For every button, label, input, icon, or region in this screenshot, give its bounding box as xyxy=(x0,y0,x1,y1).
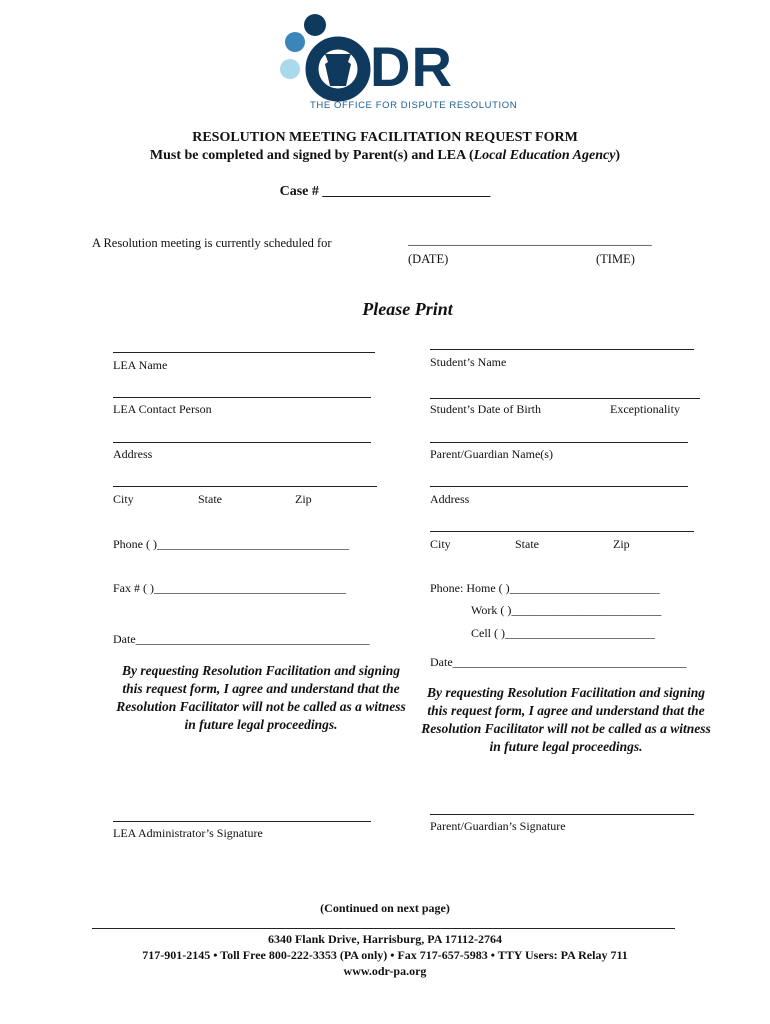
right-city-label: City xyxy=(430,537,451,551)
logo-tagline: THE OFFICE FOR DISPUTE RESOLUTION xyxy=(310,100,518,111)
left-address-label: Address xyxy=(113,447,153,461)
student-name-line[interactable] xyxy=(430,349,694,350)
footer-address: 6340 Flank Drive, Harrisburg, PA 17112-2764 xyxy=(267,932,503,946)
footer-website[interactable]: www.odr-pa.org xyxy=(343,964,427,978)
form-subtitle xyxy=(0,148,770,164)
left-statement: By requesting Resolution Facilitation and signing this request form, I agree and understand that the Resolution Facilitator will not be called as a witness in future legal proceedings. xyxy=(116,663,406,732)
right-statement: By requesting Resolution Facilitation and signing this request form, I agree and understand that the Resolution Facilitator will not be called as a witness in future legal proceedings. xyxy=(421,685,711,754)
student-dob-label: Student’s Date of Birth xyxy=(430,402,541,416)
lea-contact-label: LEA Contact Person xyxy=(113,402,212,416)
right-phone-home-field[interactable]: Phone: Home ( )_________________________ xyxy=(430,581,660,595)
student-dob-line[interactable] xyxy=(430,398,700,399)
right-state-label: State xyxy=(515,537,539,551)
left-date-field[interactable]: Date_______________________________________ xyxy=(113,632,370,646)
right-phone-work-field[interactable]: Work ( )_________________________ xyxy=(471,603,662,617)
odr-logo xyxy=(278,12,518,116)
continued-note: (Continued on next page) xyxy=(320,901,450,915)
student-name-label: Student’s Name xyxy=(430,355,507,369)
parent-signature-label: Parent/Guardian’s Signature xyxy=(430,819,566,833)
form-title: RESOLUTION MEETING FACILITATION REQUEST FORM xyxy=(192,130,578,145)
time-label: (TIME) xyxy=(596,252,635,266)
right-city-line[interactable] xyxy=(430,531,694,532)
schedule-date-time-line[interactable]: _______________________________________ xyxy=(408,233,652,247)
left-fax-field[interactable]: Fax # ( )________________________________ xyxy=(113,581,346,595)
footer-divider xyxy=(92,928,675,929)
parent-signature-line[interactable] xyxy=(430,814,694,815)
schedule-label: A Resolution meeting is currently scheduled for xyxy=(92,236,332,250)
right-address-line[interactable] xyxy=(430,486,688,487)
lea-signature-label: LEA Administrator’s Signature xyxy=(113,826,263,840)
lea-contact-line[interactable] xyxy=(113,397,371,398)
lea-name-line[interactable] xyxy=(113,352,375,353)
footer-contact: 717-901-2145 • Toll Free 800-222-3353 (PA only) • Fax 717-657-5983 • TTY Users: PA Relay 711 xyxy=(142,948,628,962)
right-date-field[interactable]: Date_______________________________________ xyxy=(430,655,687,669)
right-address-label: Address xyxy=(430,492,470,506)
right-zip-label: Zip xyxy=(613,537,630,551)
please-print-heading: Please Print xyxy=(362,299,453,319)
exceptionality-label: Exceptionality xyxy=(610,402,680,416)
left-city-label: City xyxy=(113,492,134,506)
parent-names-label: Parent/Guardian Name(s) xyxy=(430,447,553,461)
left-state-label: State xyxy=(198,492,222,506)
case-number-field[interactable]: Case # ________________________ xyxy=(279,184,491,199)
parent-names-line[interactable] xyxy=(430,442,688,443)
left-zip-label: Zip xyxy=(295,492,312,506)
date-label: (DATE) xyxy=(408,252,449,266)
right-phone-cell-field[interactable]: Cell ( )_________________________ xyxy=(471,626,655,640)
left-city-line[interactable] xyxy=(113,486,377,487)
subtitle-italic: Local Education Agency xyxy=(473,148,616,163)
subtitle-prefix: Must be completed and signed by Parent(s) and LEA ( xyxy=(149,148,474,163)
left-phone-field[interactable]: Phone ( )________________________________ xyxy=(113,537,349,551)
logo-wordmark: DR xyxy=(370,35,453,98)
lea-signature-line[interactable] xyxy=(113,821,371,822)
lea-name-label: LEA Name xyxy=(113,358,168,372)
subtitle-suffix: ) xyxy=(615,148,621,163)
left-address-line[interactable] xyxy=(113,442,371,443)
